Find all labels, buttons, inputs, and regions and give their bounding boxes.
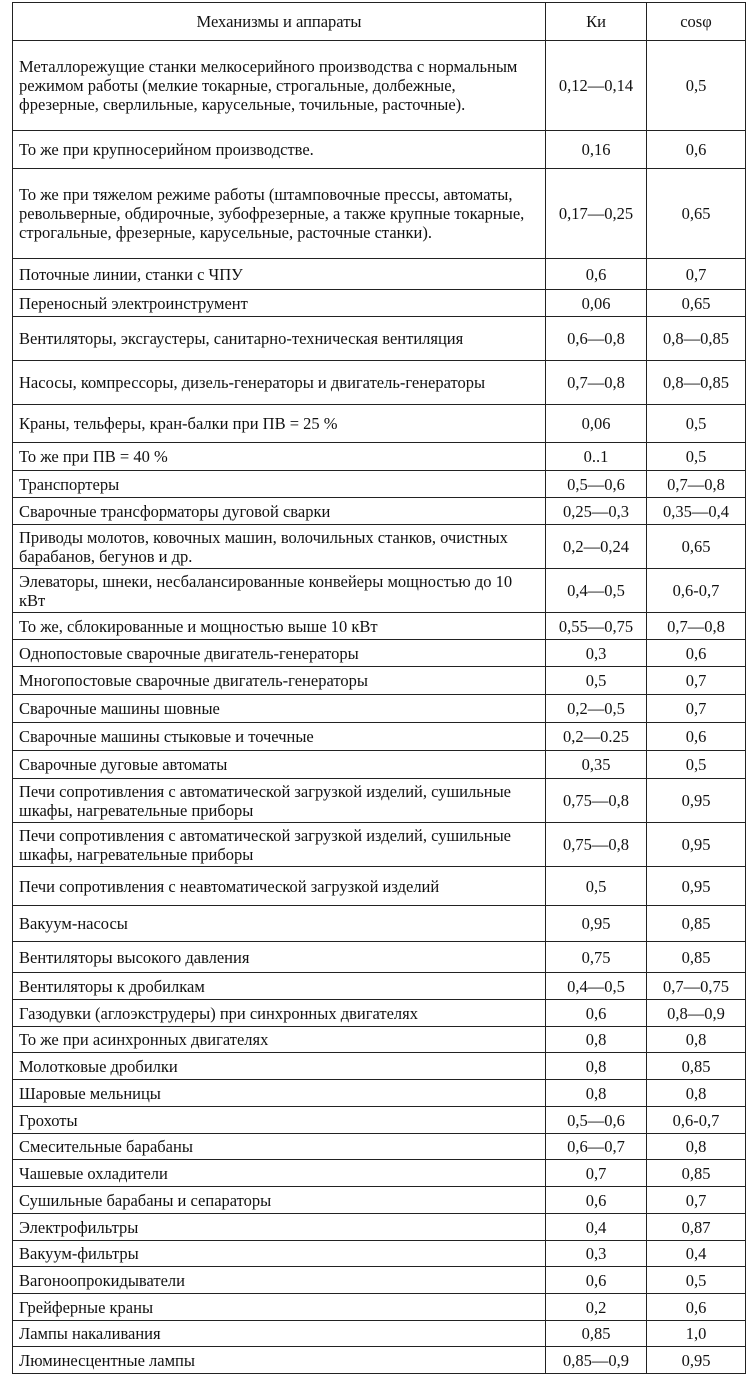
row-ki-value: 0,75—0,8 <box>546 779 647 823</box>
row-cosphi-value: 0,8—0,9 <box>647 1000 746 1027</box>
row-ki-value: 0,4—0,5 <box>546 973 647 1000</box>
coefficients-table <box>12 2 746 1374</box>
table-row <box>13 1294 746 1321</box>
row-ki-value: 0,55—0,75 <box>546 613 647 640</box>
row-mechanism: Электрофильтры <box>13 1214 546 1241</box>
row-ki-value: 0,3 <box>546 1241 647 1267</box>
row-ki-value: 0,2—0,24 <box>546 525 647 569</box>
table-row <box>13 1214 746 1241</box>
row-ki-value: 0,4—0,5 <box>546 569 647 613</box>
row-cosphi-value: 0,7 <box>647 1187 746 1214</box>
header-mechanisms: Механизмы и аппараты <box>13 3 546 41</box>
table-row <box>13 1321 746 1347</box>
row-cosphi-value: 0,95 <box>647 867 746 906</box>
row-cosphi-value: 0,95 <box>647 823 746 867</box>
row-mechanism: Переносный электроинструмент <box>13 290 546 317</box>
row-cosphi-value: 0,87 <box>647 1214 746 1241</box>
row-mechanism: Грохоты <box>13 1107 546 1134</box>
row-ki-value: 0,7—0,8 <box>546 361 647 405</box>
row-mechanism: Насосы, компрессоры, дизель-генераторы и двигатель-генераторы <box>13 361 546 405</box>
header-ki: Ки <box>546 3 647 41</box>
table-row <box>13 640 746 667</box>
row-ki-value: 0,5 <box>546 867 647 906</box>
row-cosphi-value: 0,5 <box>647 1267 746 1294</box>
row-mechanism: Грейферные краны <box>13 1294 546 1321</box>
table-row <box>13 973 746 1000</box>
row-cosphi-value: 0,85 <box>647 1053 746 1080</box>
row-cosphi-value: 0,6 <box>647 723 746 751</box>
row-cosphi-value: 1,0 <box>647 1321 746 1347</box>
row-mechanism: Сушильные барабаны и сепараторы <box>13 1187 546 1214</box>
row-mechanism: Печи сопротивления с автоматической загрузкой изделий, сушильные шкафы, нагревательные приборы <box>13 823 546 867</box>
row-mechanism: Транспортеры <box>13 471 546 498</box>
row-mechanism: Печи сопротивления с неавтоматической загрузкой изделий <box>13 867 546 906</box>
row-cosphi-value: 0,95 <box>647 779 746 823</box>
row-cosphi-value: 0,5 <box>647 405 746 443</box>
row-cosphi-value: 0,95 <box>647 1347 746 1374</box>
row-cosphi-value: 0,7 <box>647 695 746 723</box>
row-mechanism: Многопостовые сварочные двигатель-генераторы <box>13 667 546 695</box>
table-row <box>13 443 746 471</box>
table-row <box>13 290 746 317</box>
row-cosphi-value: 0,35—0,4 <box>647 498 746 525</box>
row-ki-value: 0,3 <box>546 640 647 667</box>
row-ki-value: 0,06 <box>546 405 647 443</box>
row-mechanism: Чашевые охладители <box>13 1160 546 1187</box>
row-ki-value: 0,75—0,8 <box>546 823 647 867</box>
row-cosphi-value: 0,7—0,8 <box>647 471 746 498</box>
row-ki-value: 0,95 <box>546 906 647 942</box>
row-mechanism: Смесительные барабаны <box>13 1134 546 1160</box>
row-cosphi-value: 0,8—0,85 <box>647 361 746 405</box>
table-row <box>13 942 746 973</box>
table-row <box>13 723 746 751</box>
table-row <box>13 131 746 169</box>
table-row <box>13 317 746 361</box>
row-cosphi-value: 0,5 <box>647 443 746 471</box>
row-mechanism: Лампы накаливания <box>13 1321 546 1347</box>
row-mechanism: Люминесцентные лампы <box>13 1347 546 1374</box>
table-row <box>13 823 746 867</box>
row-mechanism: Вентиляторы, эксгаустеры, санитарно-техническая вентиляция <box>13 317 546 361</box>
row-cosphi-value: 0,7—0,75 <box>647 973 746 1000</box>
row-ki-value: 0,25—0,3 <box>546 498 647 525</box>
table-row <box>13 667 746 695</box>
row-ki-value: 0,6 <box>546 259 647 290</box>
row-mechanism: Вентиляторы к дробилкам <box>13 973 546 1000</box>
row-ki-value: 0,2 <box>546 1294 647 1321</box>
row-cosphi-value: 0,6-0,7 <box>647 1107 746 1134</box>
row-cosphi-value: 0,4 <box>647 1241 746 1267</box>
row-mechanism: Печи сопротивления с автоматической загрузкой изделий, сушильные шкафы, нагревательные приборы <box>13 779 546 823</box>
table-row <box>13 405 746 443</box>
table-row <box>13 361 746 405</box>
row-mechanism: То же при тяжелом режиме работы (штамповочные прессы, автоматы, револьверные, обдирочные, зубофрезерные, а также крупные токарные, строгальные, фрезерные, карусельные, расточные станки). <box>13 169 546 259</box>
row-cosphi-value: 0,8—0,85 <box>647 317 746 361</box>
row-mechanism: Шаровые мельницы <box>13 1080 546 1107</box>
row-mechanism: Вакуум-насосы <box>13 906 546 942</box>
row-ki-value: 0,8 <box>546 1053 647 1080</box>
table-row <box>13 1241 746 1267</box>
row-ki-value: 0,8 <box>546 1080 647 1107</box>
row-ki-value: 0,35 <box>546 751 647 779</box>
table-row <box>13 906 746 942</box>
row-cosphi-value: 0,65 <box>647 290 746 317</box>
row-ki-value: 0,85—0,9 <box>546 1347 647 1374</box>
row-ki-value: 0,4 <box>546 1214 647 1241</box>
row-cosphi-value: 0,8 <box>647 1080 746 1107</box>
row-mechanism: Молотковые дробилки <box>13 1053 546 1080</box>
row-ki-value: 0,8 <box>546 1027 647 1053</box>
row-mechanism: Металлорежущие станки мелкосерийного производства с нормальным режимом работы (мелкие токарные, строгальные, долбежные, фрезерные, сверлильные, карусельные, точильные, расточные). <box>13 41 546 131</box>
row-mechanism: То же при асинхронных двигателях <box>13 1027 546 1053</box>
row-mechanism: Элеваторы, шнеки, несбалансированные конвейеры мощностью до 10 кВт <box>13 569 546 613</box>
row-ki-value: 0,6 <box>546 1267 647 1294</box>
table-row <box>13 525 746 569</box>
table-row <box>13 1027 746 1053</box>
row-ki-value: 0,6—0,8 <box>546 317 647 361</box>
row-ki-value: 0..1 <box>546 443 647 471</box>
table-row <box>13 471 746 498</box>
row-mechanism: Вентиляторы высокого давления <box>13 942 546 973</box>
row-ki-value: 0,5 <box>546 667 647 695</box>
table-row <box>13 1347 746 1374</box>
row-cosphi-value: 0,6-0,7 <box>647 569 746 613</box>
row-mechanism: То же при ПВ = 40 % <box>13 443 546 471</box>
table-row <box>13 751 746 779</box>
row-cosphi-value: 0,65 <box>647 525 746 569</box>
table-row <box>13 779 746 823</box>
row-ki-value: 0,06 <box>546 290 647 317</box>
table-row <box>13 867 746 906</box>
row-cosphi-value: 0,8 <box>647 1027 746 1053</box>
row-ki-value: 0,5—0,6 <box>546 1107 647 1134</box>
row-mechanism: Сварочные трансформаторы дуговой сварки <box>13 498 546 525</box>
row-ki-value: 0,75 <box>546 942 647 973</box>
table-row <box>13 695 746 723</box>
table-row <box>13 1187 746 1214</box>
row-mechanism: Сварочные машины стыковые и точечные <box>13 723 546 751</box>
row-cosphi-value: 0,8 <box>647 1134 746 1160</box>
row-cosphi-value: 0,6 <box>647 131 746 169</box>
row-mechanism: Сварочные машины шовные <box>13 695 546 723</box>
table-row <box>13 1000 746 1027</box>
row-ki-value: 0,85 <box>546 1321 647 1347</box>
row-cosphi-value: 0,85 <box>647 906 746 942</box>
row-ki-value: 0,2—0.25 <box>546 723 647 751</box>
row-cosphi-value: 0,6 <box>647 640 746 667</box>
header-row <box>13 3 746 41</box>
table-row <box>13 1053 746 1080</box>
row-cosphi-value: 0,7 <box>647 259 746 290</box>
table-row <box>13 1107 746 1134</box>
table-row <box>13 1160 746 1187</box>
row-cosphi-value: 0,85 <box>647 942 746 973</box>
row-ki-value: 0,6 <box>546 1187 647 1214</box>
row-cosphi-value: 0,65 <box>647 169 746 259</box>
row-cosphi-value: 0,6 <box>647 1294 746 1321</box>
row-mechanism: Приводы молотов, ковочных машин, волочильных станков, очистных барабанов, бегунов и др. <box>13 525 546 569</box>
table-row <box>13 613 746 640</box>
row-cosphi-value: 0,7—0,8 <box>647 613 746 640</box>
row-ki-value: 0,6—0,7 <box>546 1134 647 1160</box>
row-cosphi-value: 0,5 <box>647 41 746 131</box>
table-row <box>13 498 746 525</box>
table-row <box>13 1267 746 1294</box>
table-row <box>13 1134 746 1160</box>
row-mechanism: То же, сблокированные и мощностью выше 10 кВт <box>13 613 546 640</box>
row-ki-value: 0,7 <box>546 1160 647 1187</box>
table-row <box>13 169 746 259</box>
row-mechanism: Краны, тельферы, кран-балки при ПВ = 25 % <box>13 405 546 443</box>
header-cosphi: cosφ <box>647 3 746 41</box>
row-ki-value: 0,16 <box>546 131 647 169</box>
table-row <box>13 259 746 290</box>
row-mechanism: Сварочные дуговые автоматы <box>13 751 546 779</box>
row-mechanism: Газодувки (аглоэкструдеры) при синхронных двигателях <box>13 1000 546 1027</box>
row-cosphi-value: 0,5 <box>647 751 746 779</box>
row-ki-value: 0,2—0,5 <box>546 695 647 723</box>
row-cosphi-value: 0,7 <box>647 667 746 695</box>
table-row <box>13 41 746 131</box>
row-ki-value: 0,6 <box>546 1000 647 1027</box>
row-ki-value: 0,12—0,14 <box>546 41 647 131</box>
row-ki-value: 0,17—0,25 <box>546 169 647 259</box>
table-row <box>13 1080 746 1107</box>
row-mechanism: Поточные линии, станки с ЧПУ <box>13 259 546 290</box>
row-mechanism: То же при крупносерийном производстве. <box>13 131 546 169</box>
row-mechanism: Вакуум-фильтры <box>13 1241 546 1267</box>
row-cosphi-value: 0,85 <box>647 1160 746 1187</box>
row-mechanism: Однопостовые сварочные двигатель-генераторы <box>13 640 546 667</box>
table-row <box>13 569 746 613</box>
row-mechanism: Вагоноопрокидыватели <box>13 1267 546 1294</box>
row-ki-value: 0,5—0,6 <box>546 471 647 498</box>
